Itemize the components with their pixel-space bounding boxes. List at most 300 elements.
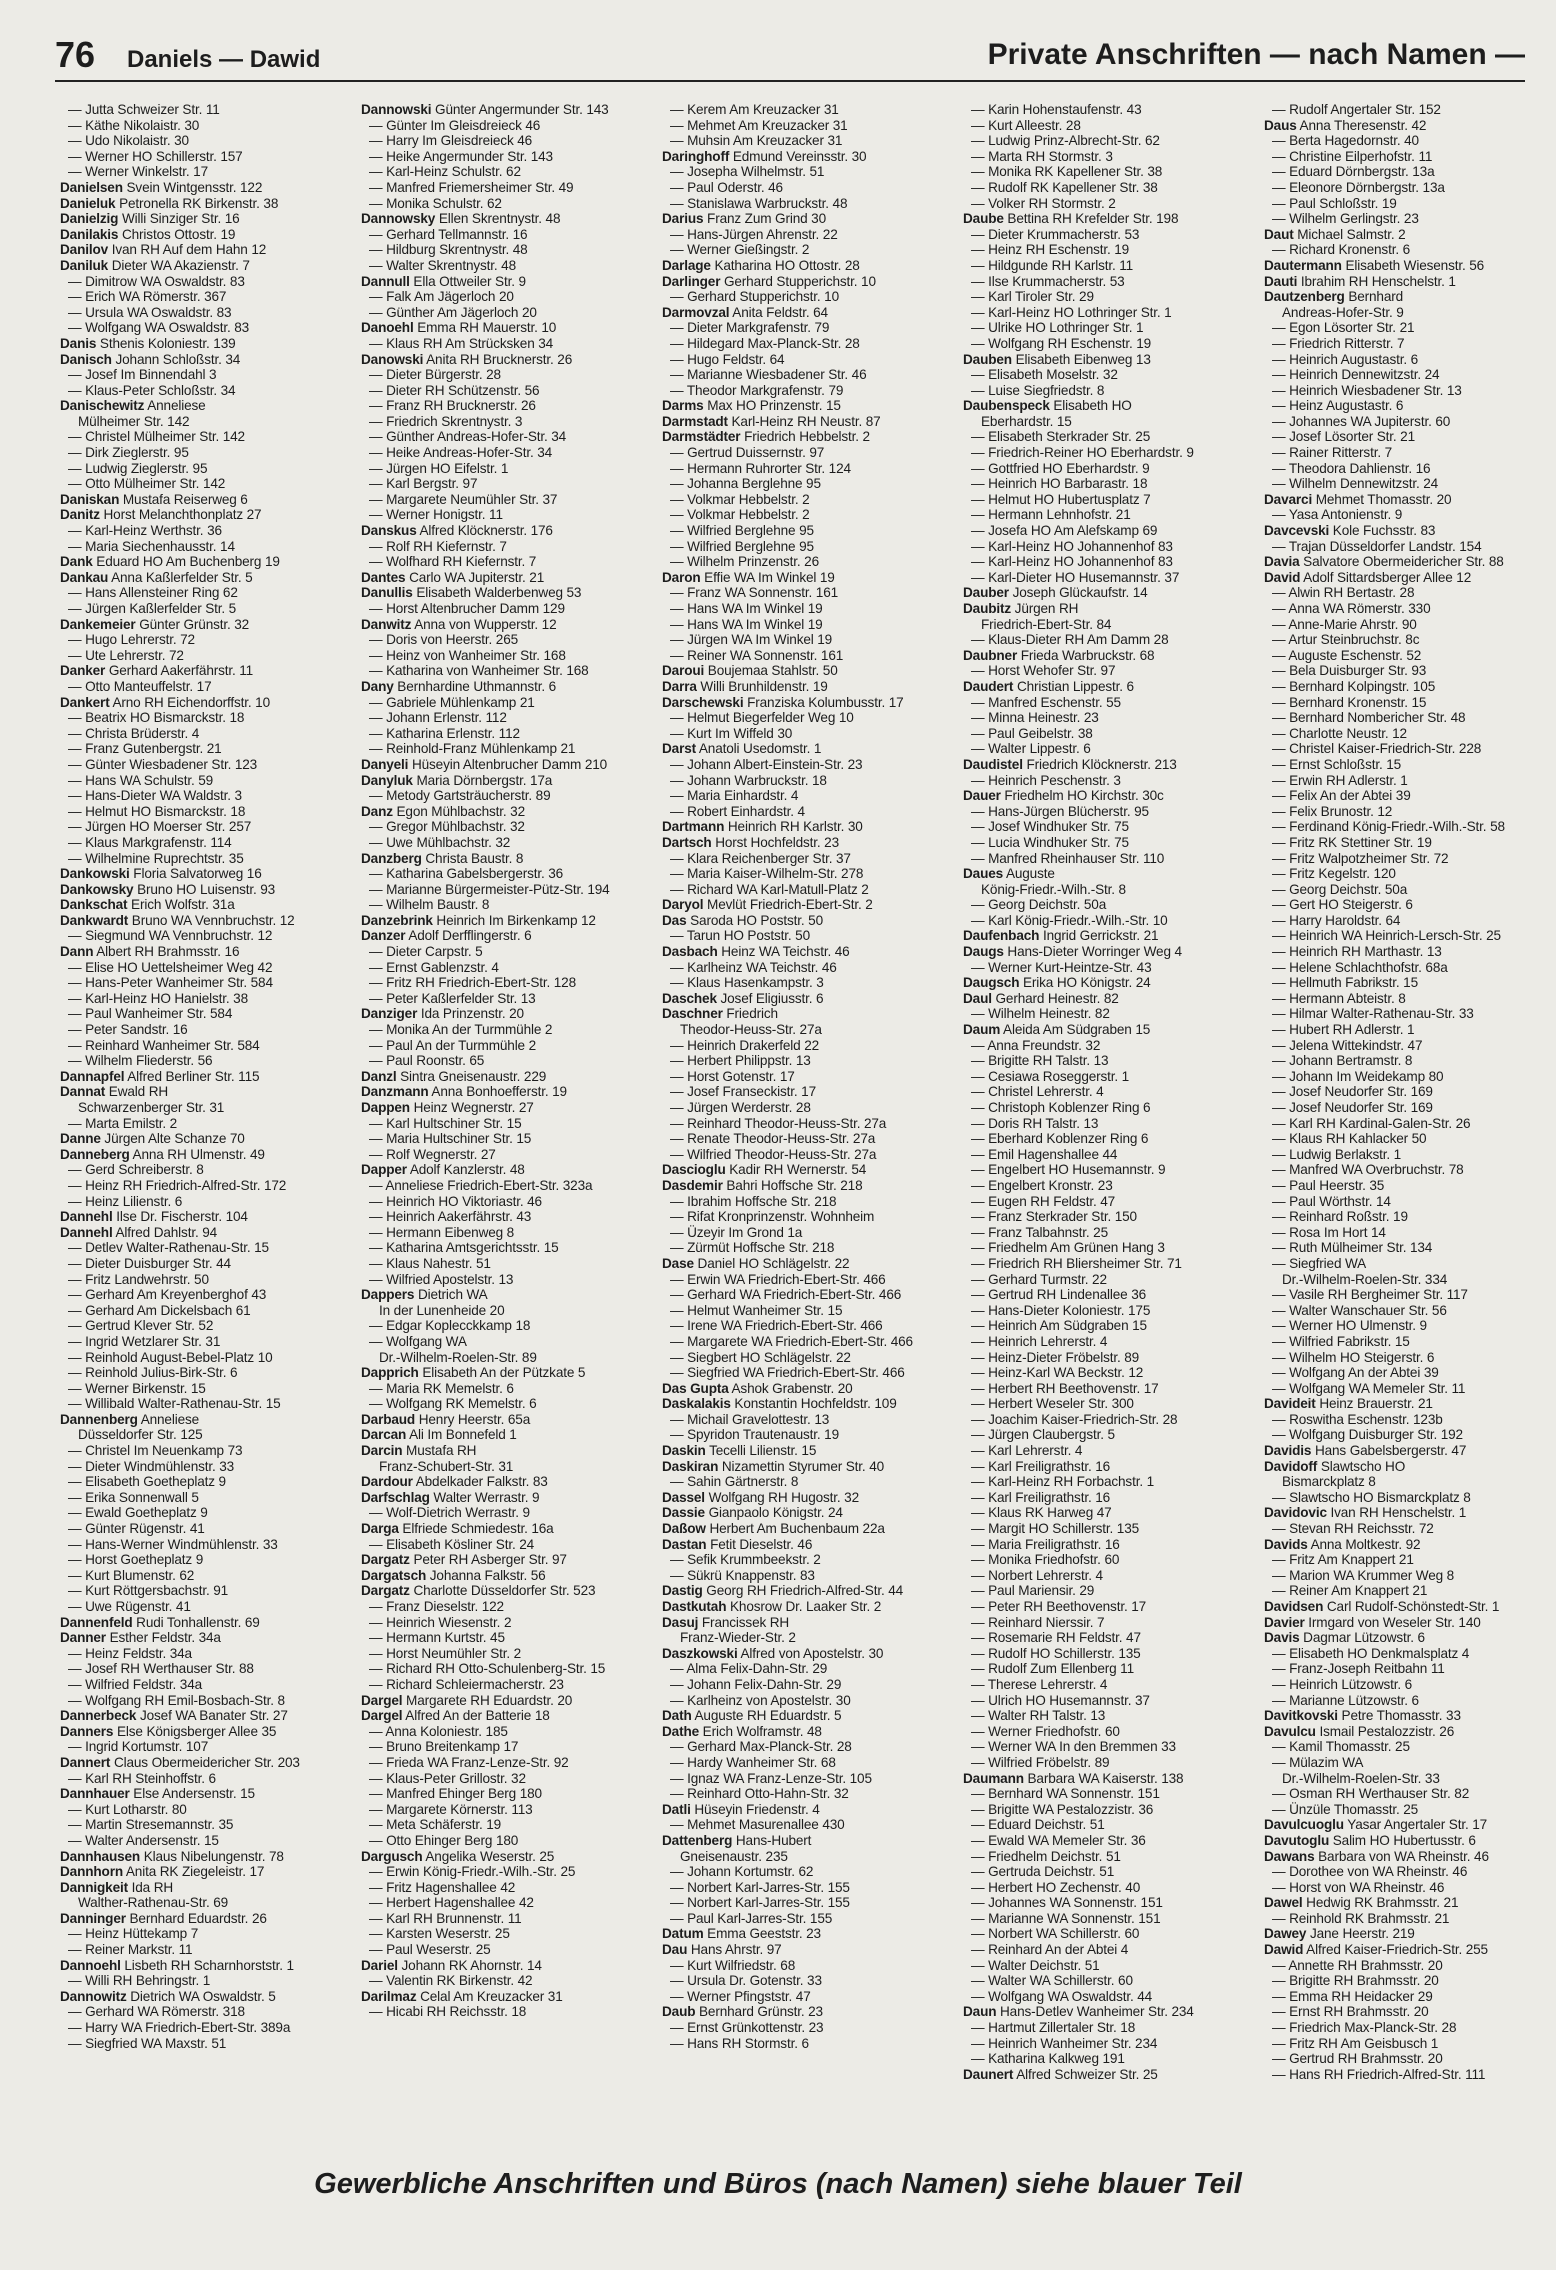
directory-entry: — Karl-Heinz HO Johannenhof 83 (971, 538, 1173, 554)
directory-entry: Dankemeier Günter Grünstr. 32 (60, 616, 250, 632)
directory-entry: Davitkovski Petre Thomasstr. 33 (1264, 1708, 1461, 1724)
directory-entry: — Siegfried WA Friedrich-Ebert-Str. 466 (670, 1365, 905, 1381)
directory-entry: — Josef Lösorter Str. 21 (1272, 429, 1415, 445)
directory-entry: — Maria Siechenhausstr. 14 (68, 538, 235, 554)
directory-entry: — Günter Rügenstr. 41 (68, 1521, 205, 1537)
directory-entry: — Hicabi RH Reichsstr. 18 (369, 2004, 527, 2020)
directory-entry: — Ludwig Prinz-Albrecht-Str. 62 (971, 133, 1160, 149)
directory-entry: — Charlotte Neustr. 12 (1272, 725, 1407, 741)
directory-entry: Daube Bettina RH Krefelder Str. 198 (963, 211, 1179, 227)
directory-entry: — Siegfried WA (1272, 1255, 1367, 1271)
directory-entry: Davcevski Kole Fuchsstr. 83 (1264, 523, 1436, 539)
directory-entry: Darst Anatoli Usedomstr. 1 (662, 741, 822, 757)
directory-entry: — Anna Freundstr. 32 (971, 1037, 1101, 1053)
directory-entry: Dannhausen Klaus Nibelungenstr. 78 (60, 1848, 284, 1864)
directory-entry: — Helmut Biegerfelder Weg 10 (670, 710, 854, 726)
directory-entry: Danischewitz Anneliese (60, 398, 206, 414)
directory-entry: — Franz-Joseph Reitbahn 11 (1272, 1661, 1445, 1677)
directory-entry: — Bernhard Kronenstr. 15 (1272, 694, 1427, 710)
directory-entry: — Wilhelm HO Steigerstr. 6 (1272, 1349, 1435, 1365)
directory-entry: — Johann Bertramstr. 8 (1272, 1053, 1413, 1069)
directory-entry: — Heinz RH Eschenstr. 19 (971, 242, 1130, 258)
directory-entry: — Monika An der Turmmühle 2 (369, 1022, 553, 1038)
directory-entry: — Herbert Weseler Str. 300 (971, 1396, 1134, 1412)
directory-entry: — Beatrix HO Bismarckstr. 18 (68, 710, 245, 726)
directory-entry: — Elisabeth Kösliner Str. 24 (369, 1536, 535, 1552)
directory-entry: — Ludwig Zieglerstr. 95 (68, 460, 208, 476)
directory-entry: — Manfred Friemersheimer Str. 49 (369, 179, 574, 195)
directory-entry: Davarci Mehmet Thomasstr. 20 (1264, 491, 1452, 507)
directory-entry: — Zürmüt Hoffsche Str. 218 (670, 1240, 835, 1256)
directory-entry: — Maria Hultschiner Str. 15 (369, 1131, 532, 1147)
directory-entry: Danner Esther Feldstr. 34a (60, 1630, 221, 1646)
directory-entry: Danullis Elisabeth Walderbenweg 53 (361, 585, 582, 601)
directory-entry: Dathe Erich Wolframstr. 48 (662, 1723, 822, 1739)
directory-entry: — Paul Heerstr. 35 (1272, 1177, 1385, 1193)
directory-entry: — Robert Einhardstr. 4 (670, 803, 805, 819)
directory-entry: Daugsch Erika HO Königstr. 24 (963, 975, 1151, 991)
directory-entry: — Klaus-Peter Schloßstr. 34 (68, 382, 236, 398)
directory-entry: — Heinz von Wanheimer Str. 168 (369, 647, 566, 663)
directory-entry: Danyluk Maria Dörnbergstr. 17a (361, 772, 553, 788)
directory-entry: — Werner Gießingstr. 2 (670, 242, 810, 258)
directory-entry: — Bruno Breitenkamp 17 (369, 1739, 519, 1755)
directory-entry: — Walter RH Talstr. 13 (971, 1708, 1106, 1724)
directory-entry: Davidis Hans Gabelsbergerstr. 47 (1264, 1443, 1467, 1459)
directory-entry: — Heike Angermunder Str. 143 (369, 148, 553, 164)
directory-entry: — Jürgen Werderstr. 28 (670, 1100, 811, 1115)
directory-entry: — Helene Schlachthofstr. 68a (1272, 959, 1448, 975)
directory-entry: — Slawtscho HO Bismarckplatz 8 (1272, 1489, 1471, 1505)
directory-entry: — Manfred Eschenstr. 55 (971, 694, 1121, 710)
directory-entry: Darra Willi Brunhildenstr. 19 (662, 678, 828, 694)
directory-entry: Danieluk Petronella RK Birkenstr. 38 (60, 195, 279, 211)
directory-entry: Darschewski Franziska Kolumbusstr. 17 (662, 694, 904, 710)
directory-entry: — Heinrich Peschenstr. 3 (971, 772, 1121, 788)
directory-entry: — Margarete Neumühler Str. 37 (369, 491, 558, 507)
directory-entry: Danzmann Anna Bonhoefferstr. 19 (361, 1084, 567, 1100)
directory-entry: — Werner WA In den Bremmen 33 (971, 1739, 1176, 1755)
directory-entry: Danis Sthenis Koloniestr. 139 (60, 335, 236, 351)
directory-entry: — Wolfgang RK Memelstr. 6 (369, 1396, 537, 1412)
directory-entry: Danners Else Königsberger Allee 35 (60, 1723, 277, 1739)
directory-entry: Bismarckplatz 8 (1282, 1474, 1376, 1490)
directory-entry: — Johannes WA Sonnenstr. 151 (971, 1895, 1163, 1911)
directory-entry: Dase Daniel HO Schlägelstr. 22 (662, 1255, 850, 1271)
directory-entry: — Alwin RH Bertastr. 28 (1272, 585, 1415, 601)
directory-entry: — Brigitte RH Brahmsstr. 20 (1272, 1973, 1439, 1989)
directory-entry: — Horst Neumühler Str. 2 (369, 1645, 522, 1661)
directory-entry: — Franz Talbahnstr. 25 (971, 1224, 1108, 1240)
directory-entry: Theodor-Heuss-Str. 27a (680, 1022, 822, 1038)
directory-entry: — Wolfhard RH Kiefernstr. 7 (369, 554, 537, 570)
directory-entry: — Ernst Grünkottenstr. 23 (670, 2020, 824, 2036)
directory-entry: Dardour Abdelkader Falkstr. 83 (361, 1474, 548, 1490)
directory-entry: — Sükrü Knappenstr. 83 (670, 1567, 815, 1583)
directory-entry: Datum Emma Geeststr. 23 (662, 1926, 821, 1942)
directory-entry: Dankschat Erich Wolfstr. 31a (60, 897, 235, 913)
directory-entry: Davidsen Carl Rudolf-Schönstedt-Str. 1 (1264, 1599, 1500, 1614)
directory-entry: — Margarete Körnerstr. 113 (369, 1801, 533, 1817)
directory-entry: — Emma RH Heidacker 29 (1272, 1988, 1433, 2004)
directory-entry: — Bernhard Nombericher Str. 48 (1272, 710, 1466, 726)
directory-entry: — Mehmet Masurenallee 430 (670, 1817, 845, 1833)
directory-entry: Danowski Anita RH Brucknerstr. 26 (361, 351, 573, 367)
directory-entry: — Josepha Wilhelmstr. 51 (670, 164, 825, 180)
directory-entry: — Johann Im Weidekamp 80 (1272, 1068, 1444, 1084)
directory-entry: Dankert Arno RH Eichendorffstr. 10 (60, 694, 270, 710)
directory-entry: Schwarzenberger Str. 31 (78, 1100, 225, 1115)
directory-entry: — Käthe Nikolaistr. 30 (68, 117, 200, 133)
directory-entry: Dappen Heinz Wegnerstr. 27 (361, 1100, 534, 1115)
directory-entry: Dautermann Elisabeth Wiesenstr. 56 (1264, 257, 1485, 273)
directory-entry: Darfschlag Walter Werrastr. 9 (361, 1489, 540, 1505)
directory-entry: — Maria RK Memelstr. 6 (369, 1380, 514, 1396)
directory-entry: — Paul Roonstr. 65 (369, 1053, 485, 1069)
directory-entry: — Hermann Kurtstr. 45 (369, 1630, 505, 1646)
directory-entry: — Artur Steinbruchstr. 8c (1272, 632, 1420, 648)
directory-entry: Datli Hüseyin Friedenstr. 4 (662, 1801, 820, 1817)
directory-entry: Dannapfel Alfred Berliner Str. 115 (60, 1068, 260, 1084)
directory-entry: — Fritz RH Am Geisbusch 1 (1272, 2035, 1439, 2051)
directory-entry: — Hartmut Zillertaler Str. 18 (971, 2020, 1136, 2036)
directory-entry: — Osman RH Werthauser Str. 82 (1272, 1786, 1470, 1802)
directory-entry: Gneisenaustr. 235 (680, 1848, 788, 1864)
directory-entry: — Gertrud Duissernstr. 97 (670, 445, 825, 461)
directory-entry: Dargel Alfred An der Batterie 18 (361, 1708, 550, 1724)
directory-entry: — Gerhard Am Kreyenberghof 43 (68, 1287, 267, 1303)
directory-entry: — Dorothee von WA Rheinstr. 46 (1272, 1864, 1468, 1880)
directory-entry: — Walter Deichstr. 51 (971, 1957, 1100, 1973)
directory-entry: Franz-Wieder-Str. 2 (680, 1630, 796, 1646)
directory-entry: — Franz WA Sonnenstr. 161 (670, 585, 839, 601)
directory-entry: — Hans-Werner Windmühlenstr. 33 (68, 1536, 278, 1552)
directory-entry: — Herbert Philippstr. 13 (670, 1053, 811, 1069)
directory-entry: — Willibald Walter-Rathenau-Str. 15 (68, 1396, 281, 1412)
directory-entry: — Roswitha Eschenstr. 123b (1272, 1411, 1443, 1427)
directory-entry: — Berta Hagedornstr. 40 (1272, 133, 1419, 149)
directory-entry: — Heinrich Drakerfeld 22 (670, 1037, 820, 1053)
directory-entry: Mülheimer Str. 142 (78, 413, 190, 429)
directory-entry: — Ulrich HO Husemannstr. 37 (971, 1692, 1150, 1708)
directory-entry: — Monika Friedhofstr. 60 (971, 1552, 1120, 1568)
directory-entry: — Friedhelm Am Grünen Hang 3 (971, 1240, 1165, 1256)
directory-entry: — Karl RH Brunnenstr. 11 (369, 1910, 522, 1926)
directory-entry: — Reinhard Theodor-Heuss-Str. 27a (670, 1115, 887, 1131)
directory-entry: Daschek Josef Eligiusstr. 6 (662, 990, 824, 1006)
directory-entry: — Gabriele Mühlenkamp 21 (369, 694, 535, 710)
directory-entry: — Rudolf Zum Ellenberg 11 (971, 1661, 1134, 1677)
directory-entry: — Werner Honigstr. 11 (369, 507, 503, 523)
directory-entry: — Detlev Walter-Rathenau-Str. 15 (68, 1240, 269, 1256)
directory-entry: — Hermann Lehnhofstr. 21 (971, 507, 1131, 523)
directory-entry: — Lucia Windhuker Str. 75 (971, 834, 1129, 850)
directory-entry: David Adolf Sittardsberger Allee 12 (1264, 569, 1472, 585)
directory-entry: — Klaus RH Am Strücksken 34 (369, 335, 554, 351)
directory-entry: Darmstadt Karl-Heinz RH Neustr. 87 (662, 413, 881, 429)
directory-entry: — Christoph Koblenzer Ring 6 (971, 1100, 1151, 1115)
directory-entry: — Marianne Bürgermeister-Pütz-Str. 194 (369, 881, 610, 897)
directory-entry: Daugs Hans-Dieter Worringer Weg 4 (963, 944, 1182, 960)
directory-entry: — Karl RH Kardinal-Galen-Str. 26 (1272, 1115, 1471, 1131)
directory-entry: — Volker RH Stormstr. 2 (971, 195, 1116, 211)
directory-entry: — Fritz RH Friedrich-Ebert-Str. 128 (369, 975, 577, 991)
directory-entry: — Hilmar Walter-Rathenau-Str. 33 (1272, 1006, 1474, 1022)
directory-entry: — Johann Albert-Einstein-Str. 23 (670, 756, 863, 772)
directory-entry: — Renate Theodor-Heuss-Str. 27a (670, 1131, 876, 1147)
directory-entry: — Margit HO Schillerstr. 135 (971, 1521, 1140, 1537)
directory-entry: — Karlheinz von Apostelstr. 30 (670, 1692, 851, 1708)
directory-entry: — Maria Einhardstr. 4 (670, 788, 799, 804)
directory-entry: Daubner Frieda Warbruckstr. 68 (963, 647, 1155, 663)
directory-entry: — Walter WA Schillerstr. 60 (971, 1973, 1133, 1989)
directory-entry: — Josefa HO Am Alefskamp 69 (971, 523, 1158, 539)
directory-entry: — Karl Tiroler Str. 29 (971, 289, 1094, 305)
directory-entry: Dannenfeld Rudi Tonhallenstr. 69 (60, 1614, 260, 1630)
directory-entry: — Paul Wörthstr. 14 (1272, 1193, 1391, 1209)
directory-entry: — Josef Neudorfer Str. 169 (1272, 1100, 1433, 1115)
directory-entry: — Manfred WA Overbruchstr. 78 (1272, 1162, 1464, 1178)
directory-entry: Düsseldorfer Str. 125 (78, 1427, 203, 1443)
directory-entry: — Fritz Am Knappert 21 (1272, 1552, 1414, 1568)
directory-entry: — Paul An der Turmmühle 2 (369, 1037, 537, 1053)
directory-entry: — Hans-Jürgen Ahrenstr. 22 (670, 226, 838, 242)
directory-entry: Dannehl Ilse Dr. Fischerstr. 104 (60, 1209, 248, 1225)
directory-entry: — Martin Stresemannstr. 35 (68, 1817, 234, 1833)
directory-entry: — Heinrich HO Barbarastr. 18 (971, 476, 1148, 492)
directory-entry: — Reinhold August-Bebel-Platz 10 (68, 1349, 273, 1365)
directory-entry: — Siegmund WA Vennbruchstr. 12 (68, 928, 273, 944)
directory-entry: — Wolf-Dietrich Werrastr. 9 (369, 1505, 530, 1521)
directory-entry: — Irene WA Friedrich-Ebert-Str. 466 (670, 1318, 883, 1334)
directory-entry: Dawans Barbara von WA Rheinstr. 46 (1264, 1848, 1489, 1864)
directory-entry: — Falk Am Jägerloch 20 (369, 289, 514, 305)
directory-entry: — Paul Geibelstr. 38 (971, 725, 1093, 741)
directory-entry: — Wilfried Apostelstr. 13 (369, 1271, 514, 1287)
directory-entry: — Muhsin Am Kreuzacker 31 (670, 133, 843, 149)
directory-entry: — Karl Bergstr. 97 (369, 476, 478, 492)
directory-entry: Dappers Dietrich WA (361, 1287, 488, 1303)
directory-entry: — Klara Reichenberger Str. 37 (670, 850, 851, 866)
directory-entry: — Johannes WA Jupiterstr. 60 (1272, 413, 1451, 429)
directory-entry: — Engelbert HO Husemannstr. 9 (971, 1162, 1166, 1178)
name-range: Daniels — Dawid (127, 46, 321, 73)
directory-entry: — Walter Skrentnystr. 48 (369, 257, 516, 273)
directory-entry: — Hans RH Friedrich-Alfred-Str. 111 (1272, 2066, 1486, 2082)
directory-entry: — Auguste Eschenstr. 52 (1272, 647, 1422, 663)
directory-entry: — Gertrud RH Lindenallee 36 (971, 1287, 1147, 1303)
directory-entry: — Bernhard WA Sonnenstr. 151 (971, 1786, 1160, 1802)
directory-entry: — Christa Brüderstr. 4 (68, 725, 200, 741)
directory-entry: — Karl Freiligrathstr. 16 (971, 1458, 1111, 1474)
directory-entry: — Karl Lehrerstr. 4 (971, 1443, 1083, 1459)
directory-entry: Dannehl Alfred Dahlstr. 94 (60, 1224, 218, 1240)
directory-entry: — Heike Andreas-Hofer-Str. 34 (369, 445, 553, 461)
directory-entry: — Friedhelm Deichstr. 51 (971, 1848, 1121, 1864)
directory-entry: — Heinrich Lützowstr. 6 (1272, 1676, 1413, 1692)
directory-entry: — Bela Duisburger Str. 93 (1272, 663, 1427, 679)
directory-entry: Dr.-Wilhelm-Roelen-Str. 33 (1282, 1770, 1440, 1786)
directory-entry: — Manfred Rheinhauser Str. 110 (971, 850, 1165, 866)
directory-entry: In der Lunenheide 20 (379, 1302, 505, 1318)
directory-entry: Dannhorn Anita RK Ziegeleistr. 17 (60, 1864, 265, 1880)
directory-entry: — Heinz Feldstr. 34a (68, 1645, 192, 1661)
directory-entry: Dawid Alfred Kaiser-Friedrich-Str. 255 (1264, 1942, 1488, 1958)
directory-entry: — Dieter Duisburger Str. 44 (68, 1255, 231, 1271)
directory-entry: — Kamil Thomasstr. 25 (1272, 1739, 1410, 1755)
directory-entry: — Richard Schleiermacherstr. 23 (369, 1676, 564, 1692)
directory-entry: — Kurt Röttgersbachstr. 91 (68, 1583, 229, 1599)
directory-entry: — Hans WA Schulstr. 59 (68, 772, 214, 788)
directory-entry: — Wilhelm Heinestr. 82 (971, 1006, 1110, 1022)
directory-entry: — Dieter Windmühlenstr. 33 (68, 1458, 235, 1474)
directory-entry: — Karl-Heinz Schulstr. 62 (369, 164, 521, 180)
directory-entry: — Wilfried Berglehne 95 (670, 523, 814, 539)
directory-entry: — Werner Birkenstr. 15 (68, 1380, 206, 1396)
directory-entry: Dannull Ella Ottweiler Str. 9 (361, 273, 526, 289)
directory-entry: — Wolfgang RH Emil-Bosbach-Str. 8 (68, 1692, 285, 1708)
directory-entry: — Werner HO Ulmenstr. 9 (1272, 1318, 1427, 1334)
directory-entry: — Gerhard Turmstr. 22 (971, 1271, 1107, 1287)
directory-entry: — Luise Siegfriedstr. 8 (971, 382, 1105, 398)
directory-entry: — Anna Koloniestr. 185 (369, 1723, 508, 1739)
directory-entry: Daron Effie WA Im Winkel 19 (662, 569, 835, 585)
directory-entry: Dann Albert RH Brahmsstr. 16 (60, 944, 240, 960)
directory-entry: — Karl-Heinz HO Hanielstr. 38 (68, 990, 248, 1006)
directory-entry: Daßow Herbert Am Buchenbaum 22a (662, 1521, 885, 1537)
directory-entry: — Fritz RK Stettiner Str. 19 (1272, 834, 1432, 850)
directory-entry: Dastig Georg RH Friedrich-Alfred-Str. 44 (662, 1583, 904, 1599)
directory-entry: — Reiner Markstr. 11 (68, 1942, 193, 1958)
directory-entry: Daufenbach Ingrid Gerrickstr. 21 (963, 928, 1159, 944)
directory-entry: — Hermann Abteistr. 8 (1272, 990, 1406, 1006)
directory-entry: Daudert Christian Lippestr. 6 (963, 678, 1134, 694)
directory-entry: — Harry Im Gleisdreieck 46 (369, 133, 533, 149)
directory-entry: — Joachim Kaiser-Friedrich-Str. 28 (971, 1411, 1178, 1427)
directory-entry: — Eduard Dörnbergstr. 13a (1272, 164, 1435, 180)
directory-entry: — Kurt Lotharstr. 80 (68, 1801, 187, 1817)
directory-entry: — Ludwig Berlakstr. 1 (1272, 1146, 1402, 1162)
directory-entry: Daskalakis Konstantin Hochfeldstr. 109 (662, 1396, 897, 1412)
directory-entry: Dascioglu Kadir RH Wernerstr. 54 (662, 1162, 867, 1178)
directory-entry: — Horst Gotenstr. 17 (670, 1068, 795, 1084)
directory-entry: — Rudolf Angertaler Str. 152 (1272, 102, 1441, 117)
directory-entry: — Reiner WA Sonnenstr. 161 (670, 647, 844, 663)
directory-entry: — Egon Lösorter Str. 21 (1272, 320, 1415, 336)
directory-entry: — Jürgen HO Moerser Str. 257 (68, 819, 252, 835)
directory-entry: Danzer Adolf Derfflingerstr. 6 (361, 928, 532, 944)
directory-entry: — Karin Hohenstaufenstr. 43 (971, 102, 1142, 117)
directory-entry: — Ignaz WA Franz-Lenze-Str. 105 (670, 1770, 872, 1786)
directory-entry: Daroui Boujemaa Stahlstr. 50 (662, 663, 838, 679)
directory-entry: — Hugo Feldstr. 64 (670, 351, 785, 367)
directory-entry: — Gertrud Klever Str. 52 (68, 1318, 214, 1334)
directory-entry: — Christel Im Neuenkamp 73 (68, 1443, 243, 1459)
directory-entry: — Felix An der Abtei 39 (1272, 788, 1411, 804)
directory-entry: Danzebrink Heinrich Im Birkenkamp 12 (361, 912, 596, 928)
directory-entry: Danwitz Anna von Wupperstr. 12 (361, 616, 557, 632)
column-4 (963, 102, 1250, 2142)
directory-entry: — Norbert Karl-Jarres-Str. 155 (670, 1895, 850, 1911)
directory-entry: Danilov Ivan RH Auf dem Hahn 12 (60, 242, 267, 258)
directory-entry: Das Gupta Ashok Grabenstr. 20 (662, 1380, 853, 1396)
directory-entry: Davids Anna Moltkestr. 92 (1264, 1536, 1421, 1552)
directory-entry: — Hubert RH Adlerstr. 1 (1272, 1022, 1415, 1038)
directory-entry: — Marion WA Krummer Weg 8 (1272, 1567, 1455, 1583)
directory-entry: — Annette RH Brahmsstr. 20 (1272, 1957, 1443, 1973)
directory-entry: Dauti Ibrahim RH Henschelstr. 1 (1264, 273, 1456, 289)
directory-entry: — Ilse Krummacherstr. 53 (971, 273, 1125, 289)
directory-entry: — Harry WA Friedrich-Ebert-Str. 389a (68, 2020, 291, 2036)
directory-entry: — Alma Felix-Dahn-Str. 29 (670, 1661, 828, 1677)
directory-entry: — Christine Eilperhofstr. 11 (1272, 148, 1433, 164)
directory-entry: Dath Auguste RH Eduardstr. 5 (662, 1708, 842, 1724)
directory-entry: — Elisabeth Sterkrader Str. 25 (971, 429, 1151, 445)
directory-entry: — Friedrich-Reiner HO Eberhardstr. 9 (971, 445, 1194, 461)
directory-entry: Dankau Anna Kaßlerfelder Str. 5 (60, 569, 253, 585)
directory-entry: Dariel Johann RK Ahornstr. 14 (361, 1957, 542, 1973)
directory-entry: — Gerhard WA Römerstr. 318 (68, 2004, 245, 2020)
directory-entry: — Elisabeth Moselstr. 32 (971, 367, 1118, 383)
directory-entry: — Klaus Nahestr. 51 (369, 1255, 491, 1271)
directory-entry: — Franz Gutenbergstr. 21 (68, 741, 222, 757)
directory-entry: — Rifat Kronprinzenstr. Wohnheim (670, 1209, 875, 1225)
directory-entry: — Hugo Lehrerstr. 72 (68, 632, 195, 648)
directory-entry: — Dieter Bürgerstr. 28 (369, 367, 501, 383)
directory-entry: — Trajan Düsseldorfer Landstr. 154 (1272, 538, 1482, 554)
directory-entry: — Gerhard Stupperichstr. 10 (670, 289, 839, 305)
directory-entry: — Reinhard Wanheimer Str. 584 (68, 1037, 260, 1053)
directory-entry: — Kurt Alleestr. 28 (971, 117, 1081, 133)
directory-entry: — Ünzüle Thomasstr. 25 (1272, 1801, 1419, 1817)
directory-entry: — Klaus-Peter Grillostr. 32 (369, 1770, 526, 1786)
directory-entry: — Siegbert HO Schlägelstr. 22 (670, 1349, 851, 1365)
directory-entry: — Johann Erlenstr. 112 (369, 710, 507, 726)
directory-entry: Dannowsky Ellen Skrentnystr. 48 (361, 211, 561, 227)
directory-entry: Danilakis Christos Ottostr. 19 (60, 226, 236, 242)
directory-entry: Darlage Katharina HO Ottostr. 28 (662, 257, 860, 273)
directory-entry: — Gerhard WA Friedrich-Ebert-Str. 466 (670, 1287, 902, 1303)
directory-entry: — Heinz-Karl WA Beckstr. 12 (971, 1365, 1144, 1381)
directory-entry: Dapper Adolf Kanzlerstr. 48 (361, 1162, 525, 1178)
directory-entry: Dartsch Horst Hochfeldstr. 23 (662, 834, 839, 850)
directory-entry: — Wilfried Feldstr. 34a (68, 1676, 203, 1692)
directory-entry: — Paul Karl-Jarres-Str. 155 (670, 1910, 833, 1926)
directory-entry: — Franz Dieselstr. 122 (369, 1599, 504, 1614)
directory-entry: — Wilhelm Baustr. 8 (369, 897, 490, 913)
directory-entry: Daul Gerhard Heinestr. 82 (963, 990, 1119, 1006)
directory-entry: — Karl-Heinz HO Lothringer Str. 1 (971, 304, 1172, 320)
directory-entry: — Otto Manteuffelstr. 17 (68, 678, 212, 694)
directory-entry: Darcan Ali Im Bonnefeld 1 (361, 1427, 517, 1443)
column-3 (662, 102, 949, 2142)
directory-entry: Darbaud Henry Heerstr. 65a (361, 1411, 531, 1427)
directory-entry: — Norbert Karl-Jarres-Str. 155 (670, 1879, 850, 1895)
directory-entry: — Brigitte WA Pestalozzistr. 36 (971, 1801, 1154, 1817)
directory-entry: — Jürgen Kaßlerfelder Str. 5 (68, 601, 237, 616)
directory-entry: — Fritz Hagenshallee 42 (369, 1879, 516, 1895)
directory-entry: — Karl Freiligrathstr. 16 (971, 1489, 1111, 1505)
directory-entry: — Karl RH Steinhoffstr. 6 (68, 1770, 216, 1786)
directory-entry: — Gertruda Deichstr. 51 (971, 1864, 1115, 1880)
column-5 (1264, 102, 1551, 2142)
directory-entry: — Stanislawa Warbruckstr. 48 (670, 195, 848, 211)
directory-entry: — Heinrich Augustastr. 6 (1272, 351, 1419, 367)
directory-entry: Daschner Friedrich (662, 1006, 778, 1022)
directory-entry: — Klaus Hasenkampstr. 3 (670, 975, 824, 991)
directory-entry: — Hans-Jürgen Blücherstr. 95 (971, 803, 1149, 819)
directory-entry: König-Friedr.-Wilh.-Str. 8 (981, 881, 1126, 897)
